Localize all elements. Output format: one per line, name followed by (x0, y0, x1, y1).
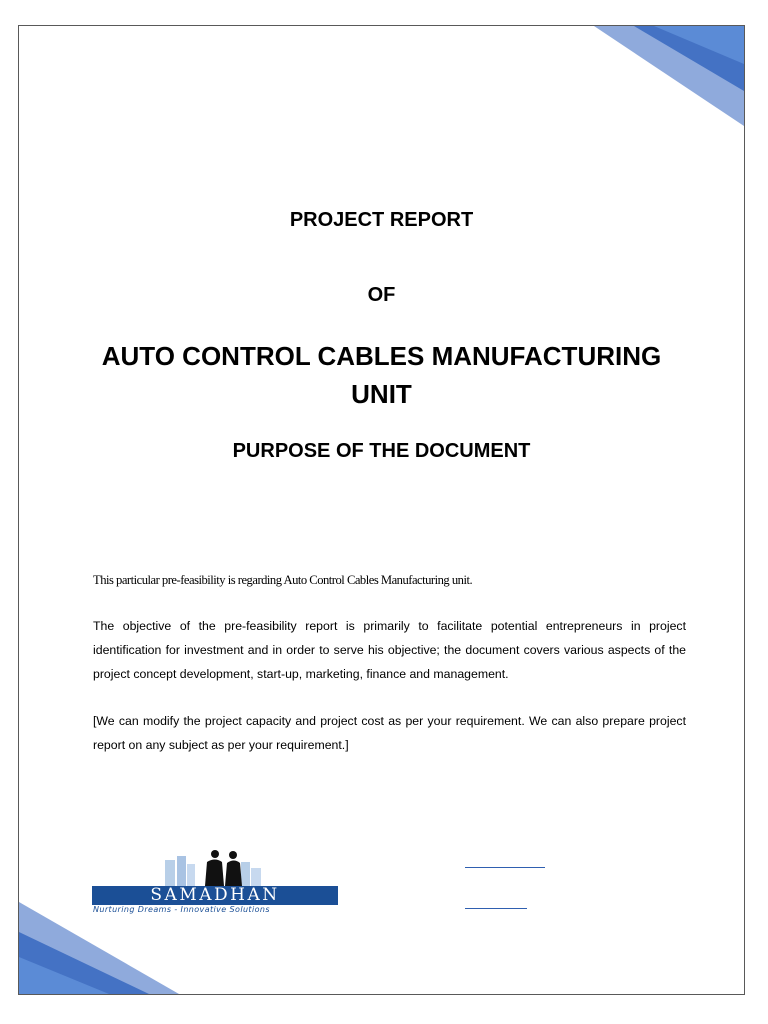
link-underline[interactable] (465, 867, 545, 868)
of-label: OF (367, 284, 396, 306)
logo-name: SAMADHAN (92, 886, 338, 905)
logo-tagline: Nurturing Dreams - Innovative Solutions (93, 905, 270, 914)
intro-paragraph: This particular pre-feasibility is regarding Auto Control Cables Manufacturing unit. (93, 573, 473, 587)
top-right-corner-decoration (594, 26, 744, 126)
document-page (18, 25, 745, 995)
main-title-text: AUTO CONTROL CABLES MANUFACTURING UNIT (101, 341, 662, 409)
main-title (19, 337, 744, 413)
objective-paragraph: The objective of the pre-feasibility report is primarily to facilitate potential entrepreneurs in project identification for investment and in order to serve his objective; the document covers various aspects of the project concept development, start-up, marketing, finance and management. (93, 619, 686, 681)
note-paragraph: [We can modify the project capacity and project cost as per your requirement. We can also prepare project report on any subject as per your requirement.] (93, 714, 686, 752)
report-title: PROJECT REPORT (289, 209, 474, 231)
purpose-heading: PURPOSE OF THE DOCUMENT (232, 440, 531, 462)
bottom-left-corner-decoration (19, 902, 179, 994)
link-underline[interactable] (465, 908, 527, 909)
skyline-people-icon (91, 848, 341, 888)
